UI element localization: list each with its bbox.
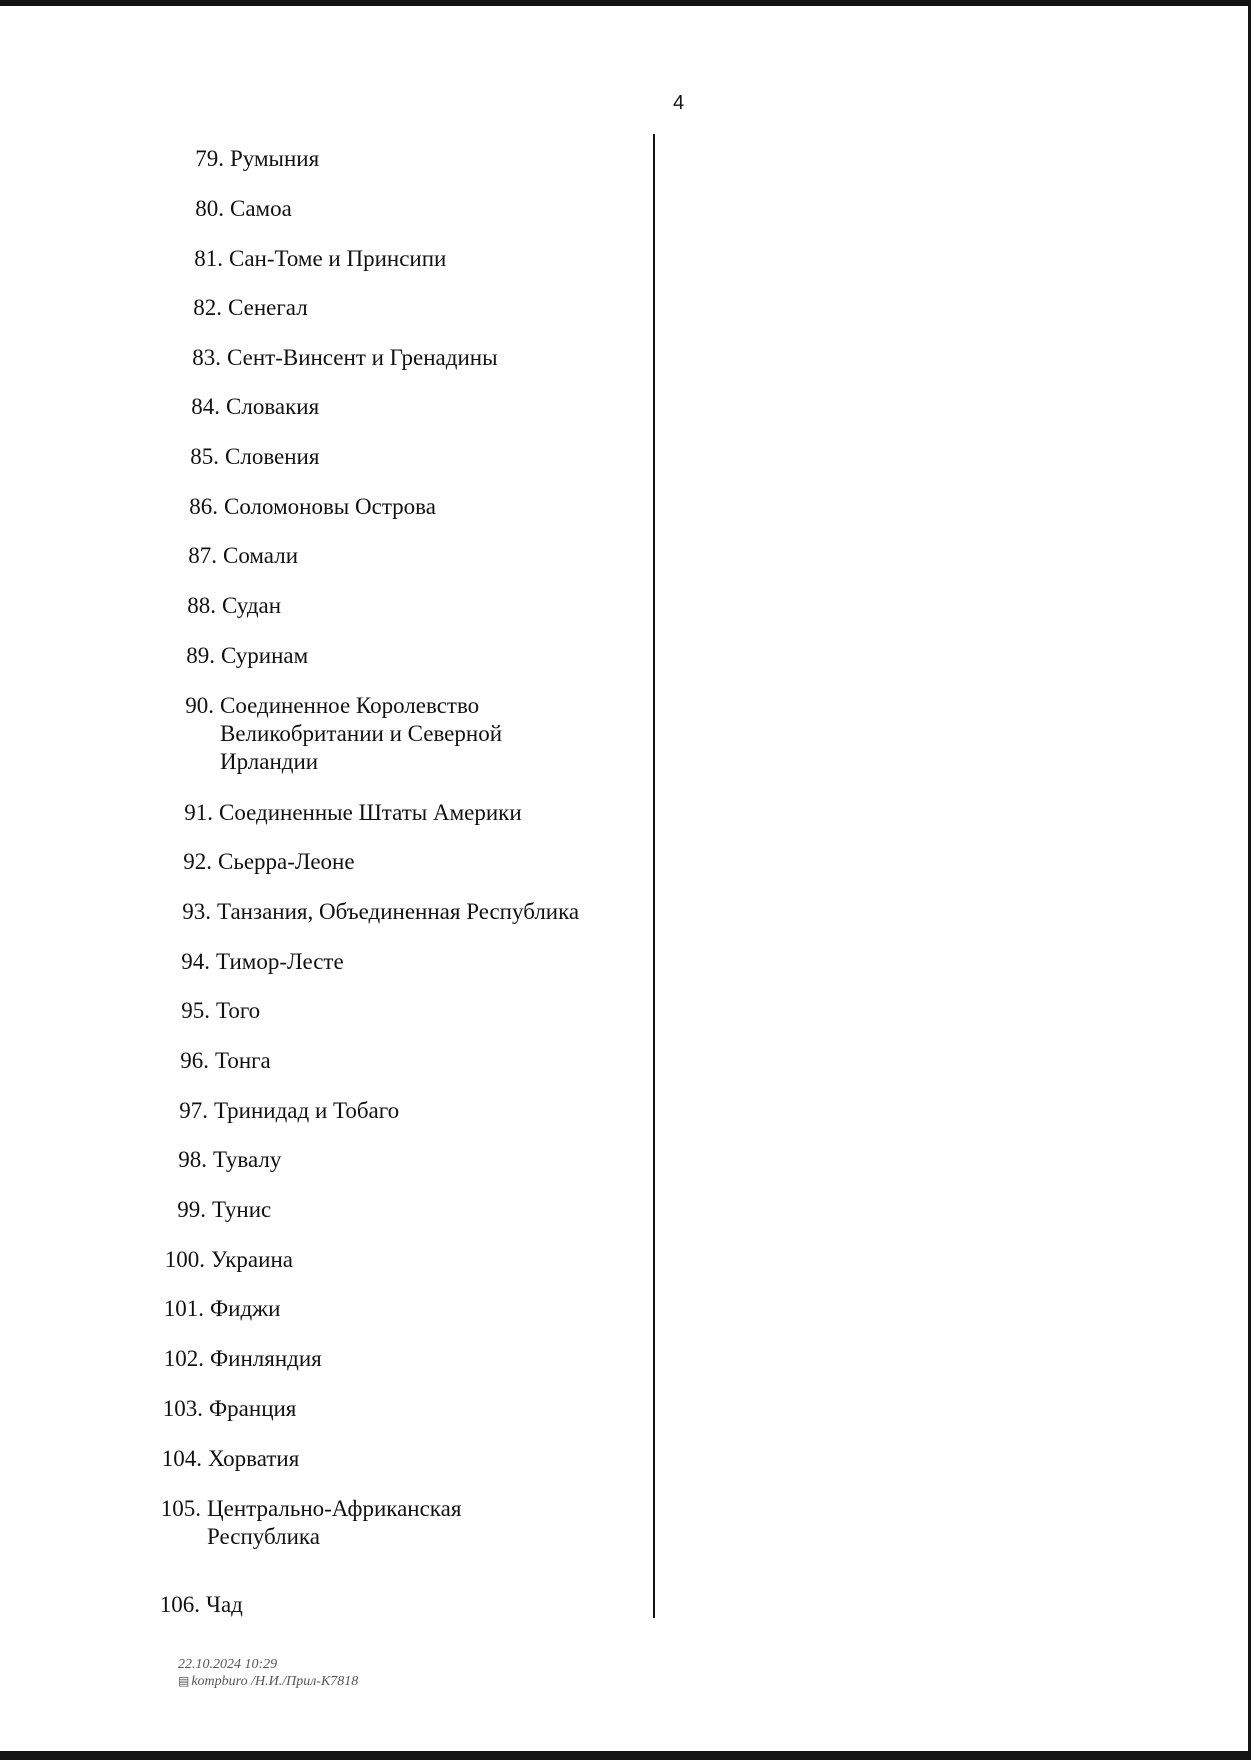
country-name — [209, 1395, 296, 1423]
country-name-line: Судан — [222, 593, 282, 618]
country-name — [219, 799, 522, 827]
item-number: 96. — [180, 1048, 209, 1073]
item-number: 102. — [163, 1346, 204, 1371]
country-name — [217, 898, 579, 926]
country-name-line: Фиджи — [210, 1296, 281, 1321]
country-name-line: Тувалу — [213, 1147, 282, 1172]
country-name-line: Ирландии — [220, 749, 319, 774]
page-number: 4 — [673, 92, 685, 114]
country-name-line: Соломоновы Острова — [224, 494, 436, 519]
country-name — [227, 344, 498, 372]
item-number: 90. — [185, 693, 214, 718]
country-name — [210, 1345, 322, 1373]
country-name-line: Соединенные Штаты Америки — [219, 800, 522, 825]
item-number: 81. — [194, 246, 223, 271]
country-name — [206, 1591, 243, 1619]
item-number: 92. — [183, 849, 212, 874]
country-name-line: Франция — [209, 1396, 297, 1421]
country-name-line: Соединенное Королевство — [220, 693, 480, 718]
item-number: 83. — [192, 345, 221, 370]
country-name-line: Словакия — [226, 394, 320, 419]
country-name — [225, 443, 319, 471]
country-name-line: Самоа — [230, 196, 292, 221]
item-number: 82. — [193, 295, 222, 320]
country-name — [222, 592, 281, 620]
item-number: 100. — [164, 1247, 205, 1272]
country-name-line: Словения — [225, 444, 320, 469]
country-name-line: Сан-Томе и Принсипи — [229, 246, 447, 271]
country-name-line: Чад — [206, 1592, 243, 1617]
country-name-line: Суринам — [221, 643, 309, 668]
country-name — [220, 692, 502, 776]
country-name — [210, 1295, 280, 1323]
item-number: 79. — [195, 146, 224, 171]
country-name-line: Того — [216, 998, 261, 1023]
country-name — [213, 1146, 281, 1174]
country-name-line: Тонга — [215, 1048, 271, 1073]
country-name — [216, 997, 260, 1025]
country-name — [226, 393, 319, 421]
country-name — [214, 1097, 399, 1125]
country-name-line: Сенегал — [228, 295, 308, 320]
country-name-line: Финляндия — [210, 1346, 322, 1371]
country-name-line: Великобритании и Северной — [220, 721, 503, 746]
printer-icon: ▤ — [178, 1674, 190, 1688]
country-name — [229, 245, 446, 273]
country-name-line: Сьерра-Леоне — [218, 849, 355, 874]
item-number: 95. — [181, 998, 210, 1023]
country-name — [212, 1196, 271, 1224]
footer-path: kompburo /Н.И./Прил-К7818 — [191, 1674, 359, 1689]
country-name — [224, 493, 436, 521]
country-name — [228, 294, 308, 322]
country-name — [215, 1047, 271, 1075]
item-number: 88. — [187, 593, 216, 618]
country-name-line: Республика — [207, 1524, 320, 1549]
country-name-line: Тунис — [212, 1197, 272, 1222]
country-name — [207, 1495, 461, 1551]
document-page — [0, 6, 1248, 1751]
item-number: 86. — [189, 494, 218, 519]
item-number: 93. — [182, 899, 211, 924]
item-number: 99. — [177, 1197, 206, 1222]
country-name — [230, 195, 292, 223]
item-number: 84. — [191, 394, 220, 419]
country-name-line: Хорватия — [208, 1446, 300, 1471]
item-number: 98. — [178, 1147, 207, 1172]
item-number: 105. — [160, 1496, 201, 1521]
country-name-line: Сомали — [223, 543, 298, 568]
item-number: 91. — [184, 800, 213, 825]
column-divider — [653, 134, 655, 1618]
item-number: 104. — [161, 1446, 202, 1471]
item-number: 87. — [188, 543, 217, 568]
footer-stamp — [178, 1657, 358, 1690]
country-name-line: Румыния — [230, 146, 320, 171]
country-name-line: Танзания, Объединенная Республика — [217, 899, 580, 924]
item-number: 85. — [190, 444, 219, 469]
footer-date: 22.10.2024 10:29 — [178, 1657, 278, 1672]
item-number: 97. — [179, 1098, 208, 1123]
country-name-line: Сент-Винсент и Гренадины — [227, 345, 498, 370]
country-name — [211, 1246, 293, 1274]
item-number: 101. — [163, 1296, 204, 1321]
item-number: 103. — [162, 1396, 203, 1421]
country-name — [216, 948, 344, 976]
item-number: 80. — [195, 196, 224, 221]
country-name — [221, 642, 308, 670]
country-name-line: Центрально-Африканская — [207, 1496, 462, 1521]
country-name-line: Украина — [211, 1247, 293, 1272]
country-name-line: Тимор-Лесте — [216, 949, 344, 974]
footer-path-line — [178, 1673, 358, 1690]
item-number: 106. — [159, 1592, 200, 1617]
country-name — [223, 542, 298, 570]
country-name-line: Тринидад и Тобаго — [214, 1098, 400, 1123]
item-number: 94. — [181, 949, 210, 974]
item-number: 89. — [186, 643, 215, 668]
country-name — [208, 1445, 299, 1473]
country-list — [0, 6, 660, 1626]
country-name — [218, 848, 355, 876]
country-name — [230, 145, 319, 173]
